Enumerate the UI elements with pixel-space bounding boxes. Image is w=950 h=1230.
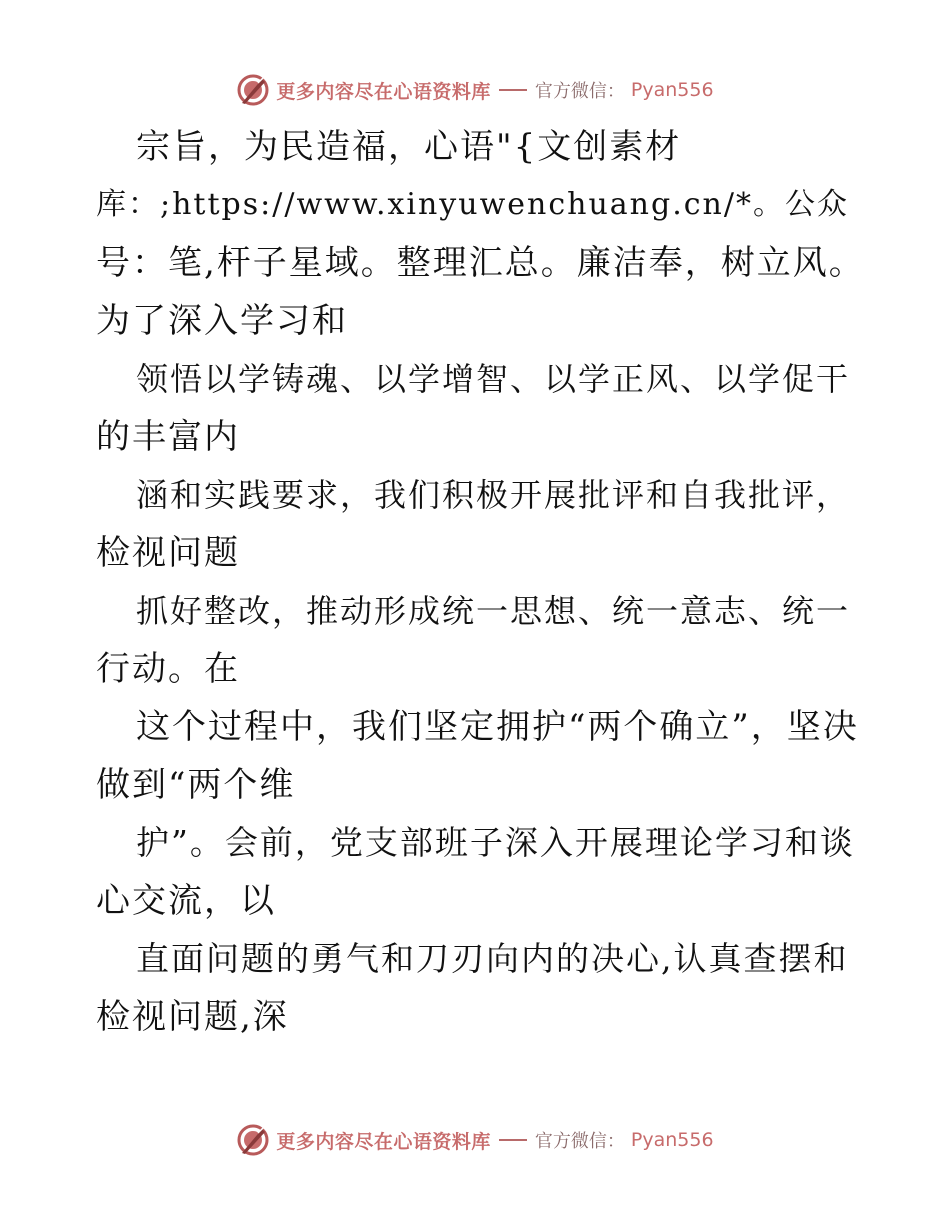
body-line: 领悟以学铸魂、以学增智、以学正风、以学促干 <box>136 360 851 398</box>
body-line: 库：;https://www.xinyuwenchuang.cn/*。公众 <box>96 187 849 222</box>
banner-brand-text: 更多内容尽在心语资料库 <box>276 80 491 103</box>
banner-wechat-label: 官方微信： <box>534 1131 625 1152</box>
body-line: 心交流，以 <box>96 881 276 921</box>
body-line: 的丰富内 <box>96 417 240 457</box>
body-line: 直面问题的勇气和刀刃向内的决心,认真查摆和 <box>136 939 849 978</box>
body-line: 为了深入学习和 <box>96 301 348 341</box>
body-line: 护”。会前，党支部班子深入开展理论学习和谈 <box>136 823 855 862</box>
banner-dash <box>499 89 527 91</box>
quill-seal-icon <box>236 73 270 107</box>
body-line: 检视问题,深 <box>96 997 289 1037</box>
body-line: 号：笔,杆子星域。整理汇总。廉洁奉，树立风。 <box>96 243 865 283</box>
quill-seal-icon <box>236 1123 270 1157</box>
banner-dash <box>499 1139 527 1141</box>
body-line: 这个过程中，我们坚定拥护“两个确立”，坚决 <box>136 707 859 747</box>
banner-brand-text: 更多内容尽在心语资料库 <box>276 1130 491 1153</box>
body-line: 抓好整改，推动形成统一思想、统一意志、统一 <box>136 592 851 630</box>
banner-wechat-label: 官方微信： <box>534 81 625 102</box>
body-line: 涵和实践要求，我们积极开展批评和自我批评， <box>136 476 851 514</box>
banner-wechat-id: Pyan556 <box>630 1129 714 1151</box>
body-line: 宗旨，为民造福，心语"{文创素材 <box>136 127 682 167</box>
footer-banner <box>0 1122 950 1158</box>
banner-wechat-id: Pyan556 <box>630 79 714 101</box>
body-line: 行动。在 <box>96 649 240 689</box>
body-line: 做到“两个维 <box>96 765 296 805</box>
header-banner <box>0 72 950 108</box>
body-line: 检视问题 <box>96 533 240 573</box>
document-body <box>96 118 866 1046</box>
